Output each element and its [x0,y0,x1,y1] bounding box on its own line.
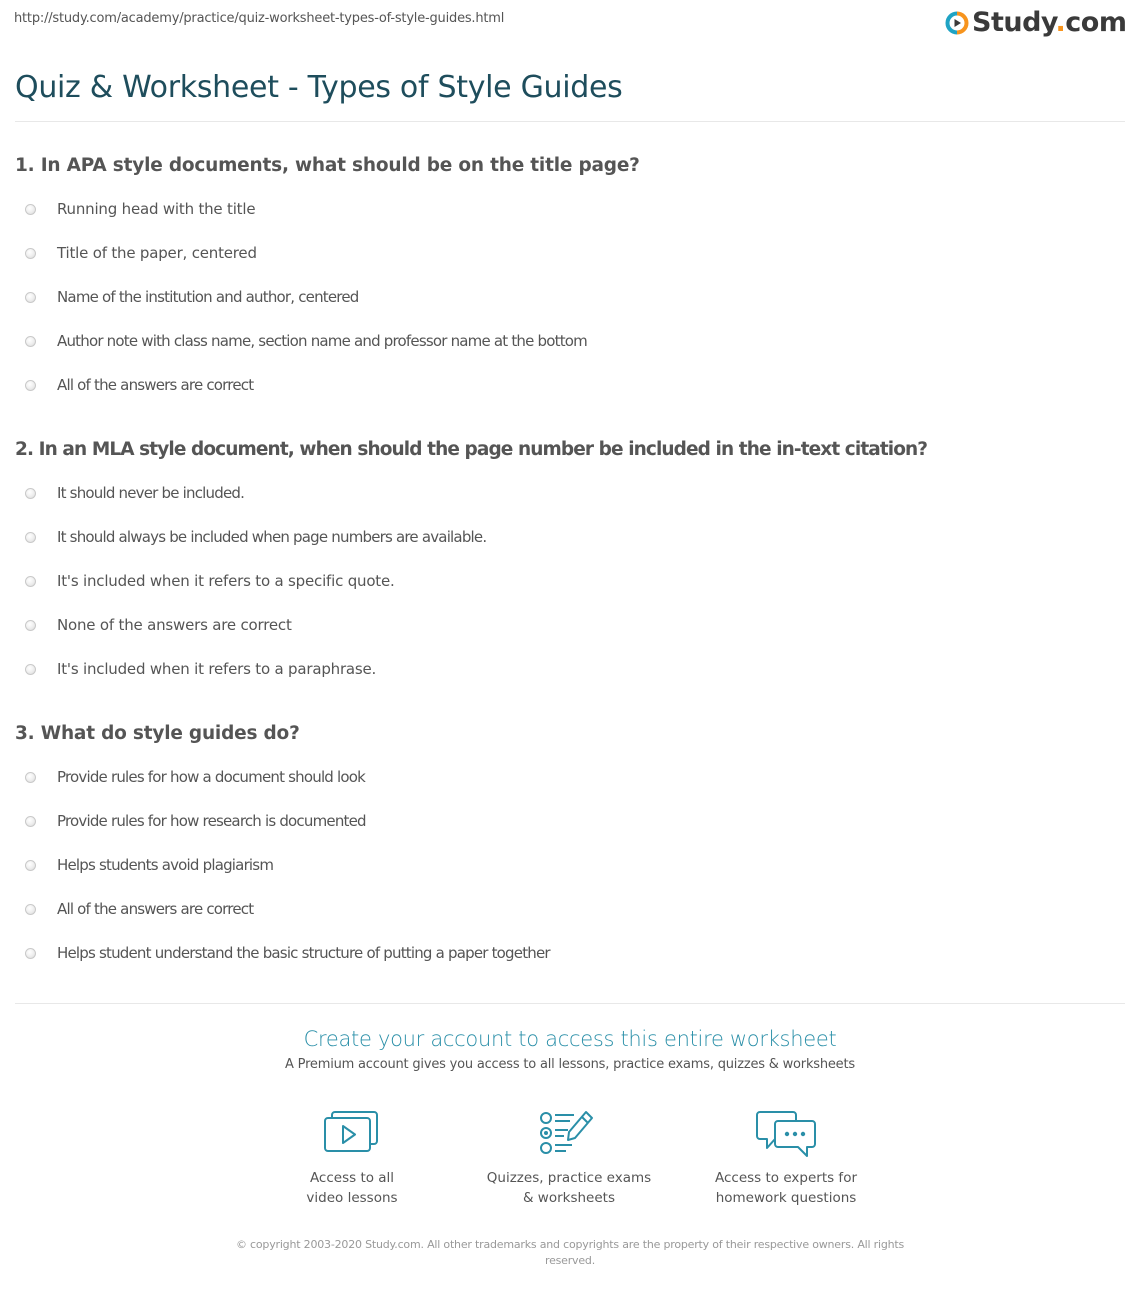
radio-button-icon[interactable] [25,772,36,783]
radio-button-icon[interactable] [25,336,36,347]
answer-label: It should always be included when page numbers are available. [57,528,487,546]
answer-option[interactable] [15,319,640,363]
radio-button-icon[interactable] [25,488,36,499]
question-2 [15,439,927,691]
answer-option[interactable] [15,647,927,691]
answer-label: Author note with class name, section name and professor name at the bottom [57,332,587,350]
answer-option[interactable] [15,515,927,559]
answer-label: All of the answers are correct [57,900,254,918]
question-3 [15,723,550,975]
cta-subtitle: A Premium account gives you access to all lessons, practice exams, quizzes & worksheets [285,1057,855,1072]
page-title: Quiz & Worksheet - Types of Style Guides [15,70,623,105]
answer-option[interactable] [15,231,640,275]
chat-bubbles-icon [753,1108,819,1160]
answer-option[interactable] [15,363,640,407]
answer-label: Provide rules for how research is documented [57,812,366,830]
answer-list [15,187,640,407]
answer-option[interactable] [15,471,927,515]
radio-button-icon[interactable] [25,380,36,391]
answer-label: Title of the paper, centered [57,244,257,262]
answer-option[interactable] [15,843,550,887]
radio-button-icon[interactable] [25,532,36,543]
answer-option[interactable] [15,187,640,231]
feature-experts [686,1108,886,1208]
radio-button-icon[interactable] [25,576,36,587]
copyright-footer: © copyright 2003-2020 Study.com. All other trademarks and copyrights are the property of their respective owners. All rights reserved. [235,1238,905,1267]
radio-button-icon[interactable] [25,292,36,303]
question-1 [15,155,640,407]
question-text: 3. What do style guides do? [15,723,300,744]
answer-option[interactable] [15,275,640,319]
radio-button-icon[interactable] [25,816,36,827]
question-text: 1. In APA style documents, what should be on the title page? [15,155,640,176]
feature-label: Access to all video lessons [306,1170,398,1206]
radio-button-icon[interactable] [25,860,36,871]
answer-label: It's included when it refers to a paraphrase. [57,660,377,678]
answer-option[interactable] [15,755,550,799]
feature-video-lessons [252,1108,452,1208]
radio-button-icon[interactable] [25,664,36,675]
answer-label: It should never be included. [57,484,245,502]
radio-button-icon[interactable] [25,904,36,915]
create-account-link[interactable]: Create your account to access this entire worksheet [303,1027,837,1051]
answer-option[interactable] [15,931,550,975]
logo-wordmark: Study.com [972,7,1127,38]
answer-option[interactable] [15,799,550,843]
answer-label: None of the answers are correct [57,616,292,634]
radio-button-icon[interactable] [25,620,36,631]
feature-quizzes [469,1108,669,1208]
answer-option[interactable] [15,559,927,603]
play-logo-icon [945,11,969,35]
radio-button-icon[interactable] [25,948,36,959]
answer-label: All of the answers are correct [57,376,254,394]
answer-option[interactable] [15,887,550,931]
radio-button-icon[interactable] [25,248,36,259]
answer-label: Helps students avoid plagiarism [57,856,274,874]
answer-option[interactable] [15,603,927,647]
answer-list [15,471,927,691]
page-url: http://study.com/academy/practice/quiz-worksheet-types-of-style-guides.html [14,11,505,26]
feature-label: Quizzes, practice exams & worksheets [486,1170,652,1206]
answer-label: Provide rules for how a document should look [57,768,366,786]
answer-label: Name of the institution and author, centered [57,288,359,306]
study-com-logo[interactable] [945,9,1127,36]
cta-divider [15,1003,1125,1004]
video-lessons-icon [319,1108,385,1160]
answer-label: Helps student understand the basic structure of putting a paper together [57,944,550,962]
question-text: 2. In an MLA style document, when should the page number be included in the in-text citation? [15,439,928,460]
feature-label: Access to experts for homework questions [714,1170,857,1206]
title-divider [15,121,1125,122]
radio-button-icon[interactable] [25,204,36,215]
answer-label: Running head with the title [57,200,256,218]
answer-list [15,755,550,975]
quiz-checklist-icon [536,1108,602,1160]
answer-label: It's included when it refers to a specific quote. [57,572,395,590]
